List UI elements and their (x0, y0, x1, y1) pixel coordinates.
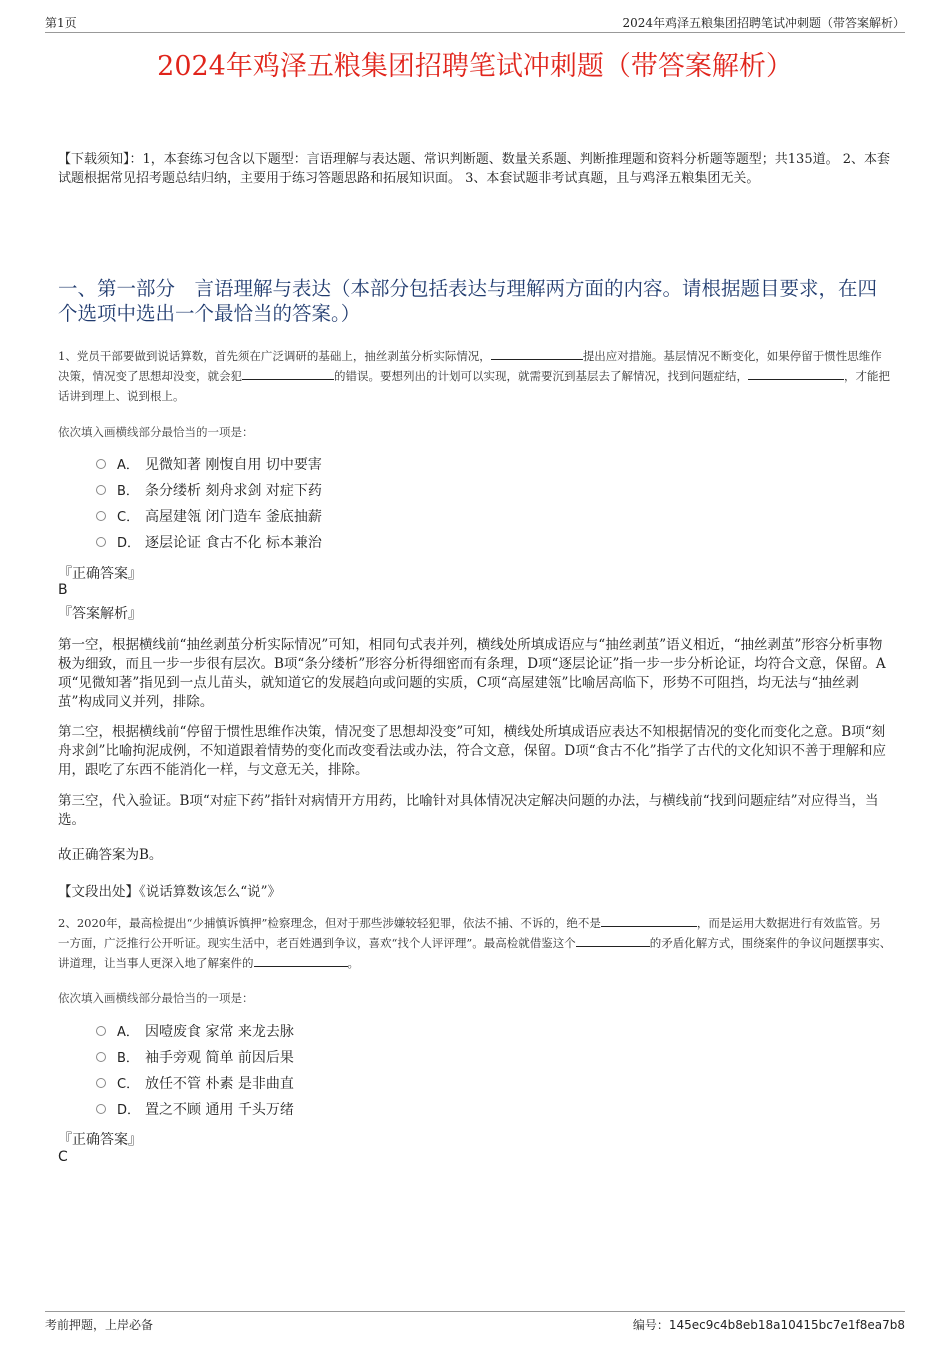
footer-slogan: 考前押题，上岸必备 (45, 1318, 154, 1332)
radio-icon[interactable] (96, 537, 106, 547)
document-title: 2024年鸡泽五粮集团招聘笔试冲刺题（带答案解析） (157, 51, 793, 82)
question-2-stem: 2、2020年，最高检提出“少捕慎诉慎押”检察理念，但对于那些涉嫌较轻犯罪，依法不捕、不诉的，绝不是 ，而是运用大数据进行有效监管。另一方面，广泛推行公开听证。现实生活中，老百姓遇到争议，喜欢“找个人评评理”。最高检就借鉴这个 的矛盾化解方式，围绕案件的争议问题摆事实、讲道理，让当事人更深入地了解案件的 。 (58, 916, 892, 970)
analysis-label: 『答案解析』 (58, 606, 142, 622)
page-header (45, 14, 905, 33)
blank-line (576, 934, 650, 947)
blank-line (748, 367, 844, 380)
download-notice: 【下载须知】：1，本套练习包含以下题型：言语理解与表达题、常识判断题、数量关系题、判断推理题和资料分析题等题型；共135道。 2、本套试题根据常见招考题总结归纳，主要用于练习答题思路和拓展知识面。 3、本套试题非考试真题，且与鸡泽五粮集团无关。 (58, 152, 890, 186)
option-a[interactable]: A． 因噎废食 家常 来龙去脉 (96, 1019, 294, 1045)
page-number: 第1页 (45, 16, 77, 30)
analysis-conclusion: 故正确答案为B。 (58, 847, 163, 863)
question-2-prompt: 依次填入画横线部分最恰当的一项是： (58, 991, 254, 1005)
analysis-paragraph-1: 第一空，根据横线前“抽丝剥茧分析实际情况”可知，相同句式表并列，横线处所填成语应与“抽丝剥茧”语义相近，“抽丝剥茧”形容分析事物极为细致，而且一步一步很有层次。B项“条分缕析”形容分析得细密而有条理，D项“逐层论证”指一步一步分析论证，均符合文意，保留。A项“见微知著”指见到一点儿苗头，就知道它的发展趋向或问题的实质，C项“高屋建瓴”比喻居高临下，形势不可阻挡，均无法与“抽丝剥茧”构成同义并列，排除。 (58, 637, 886, 710)
correct-answer-label: 『正确答案』 (58, 1132, 142, 1148)
radio-icon[interactable] (96, 459, 106, 469)
blank-line (491, 347, 583, 360)
correct-answer: B (58, 582, 68, 598)
analysis-paragraph-2: 第二空，根据横线前“停留于惯性思维作决策，情况变了思想却没变”可知，横线处所填成语应表达不知根据情况的变化而变化之意。B项“刻舟求剑”比喻拘泥成例，不知道跟着情势的变化而改变看法或办法，符合文意，保留。D项“食古不化”指学了古代的文化知识不善于理解和应用，跟吃了东西不能消化一样，与文意无关，排除。 (58, 724, 887, 778)
question-2-options (96, 1019, 294, 1123)
question-1-options (96, 452, 322, 556)
option-b[interactable]: B． 袖手旁观 简单 前因后果 (96, 1045, 294, 1071)
analysis-paragraph-3: 第三空，代入验证。B项“对症下药”指针对病情开方用药，比喻针对具体情况决定解决问题的办法，与横线前“找到问题症结”对应得当，当选。 (58, 793, 879, 828)
passage-source: 【文段出处】《说话算数该怎么“说”》 (58, 884, 282, 900)
radio-icon[interactable] (96, 1052, 106, 1062)
correct-answer-label: 『正确答案』 (58, 566, 142, 582)
question-1-stem: 1、党员干部要做到说话算数，首先须在广泛调研的基础上，抽丝剥茧分析实际情况， 提出应对措施。基层情况不断变化，如果停留于惯性思维作决策，情况变了思想却没变，就会犯 的错误。要想列出的计划可以实现，就需要沉到基层去了解情况，找到问题症结， ，才能把话讲到理上、说到根上。 (58, 349, 890, 403)
radio-icon[interactable] (96, 485, 106, 495)
header-doc-title: 2024年鸡泽五粮集团招聘笔试冲刺题（带答案解析） (622, 16, 905, 30)
radio-icon[interactable] (96, 1026, 106, 1036)
option-b[interactable]: B． 条分缕析 刻舟求剑 对症下药 (96, 478, 322, 504)
question-1-prompt: 依次填入画横线部分最恰当的一项是： (58, 425, 254, 439)
option-d[interactable]: D． 逐层论证 食古不化 标本兼治 (96, 530, 322, 556)
radio-icon[interactable] (96, 1078, 106, 1088)
option-a[interactable]: A． 见微知著 刚愎自用 切中要害 (96, 452, 322, 478)
blank-line (242, 367, 334, 380)
blank-line (254, 954, 348, 967)
blank-line (601, 914, 697, 927)
option-c[interactable]: C． 放任不管 朴素 是非曲直 (96, 1071, 294, 1097)
section-heading: 一、第一部分 言语理解与表达（本部分包括表达与理解两方面的内容。请根据题目要求，在四个选项中选出一个最恰当的答案。） (58, 277, 878, 325)
page-footer (45, 1311, 905, 1336)
option-d[interactable]: D． 置之不顾 通用 千头万绪 (96, 1097, 294, 1123)
radio-icon[interactable] (96, 1104, 106, 1114)
option-c[interactable]: C． 高屋建瓴 闭门造车 釜底抽薪 (96, 504, 322, 530)
document-code: 编号：145ec9c4b8eb18a10415bc7e1f8ea7b8 (632, 1318, 905, 1332)
correct-answer: C (58, 1149, 68, 1165)
radio-icon[interactable] (96, 511, 106, 521)
